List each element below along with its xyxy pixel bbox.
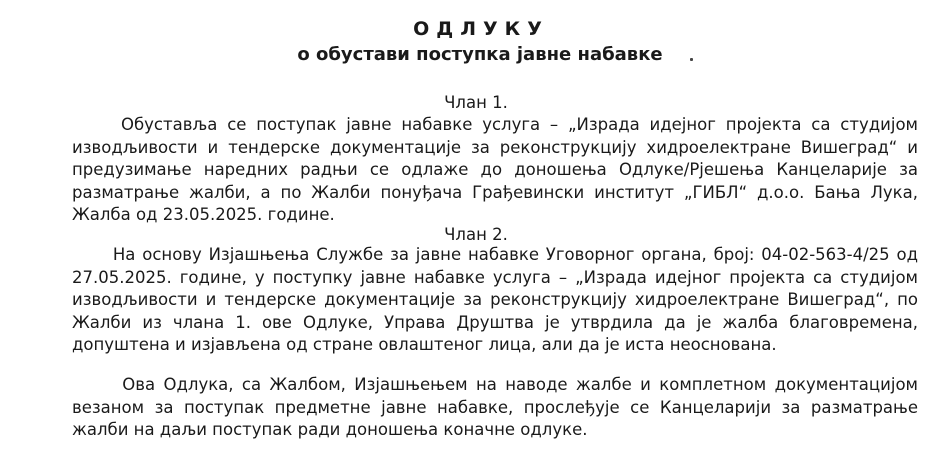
article-1-heading: Члан 1. [444, 93, 508, 112]
article-1-body [72, 114, 918, 227]
article-2-line: Жалби из члана 1. ове Одлуке, Управа Друштва је утврдила да је жалба благовремена, [72, 312, 918, 332]
article-1-line: изводљивости и тендерске документације за реконструкцију хидроелектране Вишеград“ и [72, 137, 918, 157]
article-1-line: Жалба од 23.05.2025. године. [72, 205, 335, 224]
document-title: ОДЛУКУ [413, 18, 549, 40]
article-2-line: На основу Изјашњења Службе за јавне набавке Уговорног органа, број: 04-02-563-4/25 од [72, 245, 918, 264]
closing-line: жалби на даљи поступак ради доношења коначне одлуке. [72, 420, 588, 439]
article-2-line: допуштена и изјављена од стране овлаштеног лица, али да је иста неоснована. [72, 335, 777, 354]
closing-paragraph [72, 374, 918, 442]
article-2-heading: Члан 2. [444, 225, 508, 244]
article-1-line: предузимање наредних радњи се одлаже до доношења Одлуке/Рјешења Канцеларије за [72, 160, 918, 179]
closing-line: везаном за поступак предметне јавне набавке, прослеђује се Канцеларији за разматрање [72, 397, 918, 417]
article-1-line: Обуставља се поступак јавне набавке услуга – „Израда идејног пројекта са студијом [72, 115, 918, 134]
closing-line: Ова Одлука, са Жалбом, Изјашњењем на наводе жалбе и комплетном документацијом [72, 375, 918, 394]
article-2-body [72, 244, 918, 357]
article-2-line: изводљивости и тендерске документације за реконструкцију хидроелектране Вишеград“, по [72, 290, 918, 309]
stray-mark [690, 58, 693, 61]
article-2-line: 27.05.2025. године, у поступку јавне набавке услуга – „Израда идејног пројекта са студијом [72, 267, 918, 287]
document-subtitle: о обустави поступка јавне набавке [297, 44, 663, 65]
article-1-line: разматрање жалби, а по Жалби понуђача Грађевински институт „ГИБЛ“ д.о.о. Бања Лука, [72, 182, 918, 202]
